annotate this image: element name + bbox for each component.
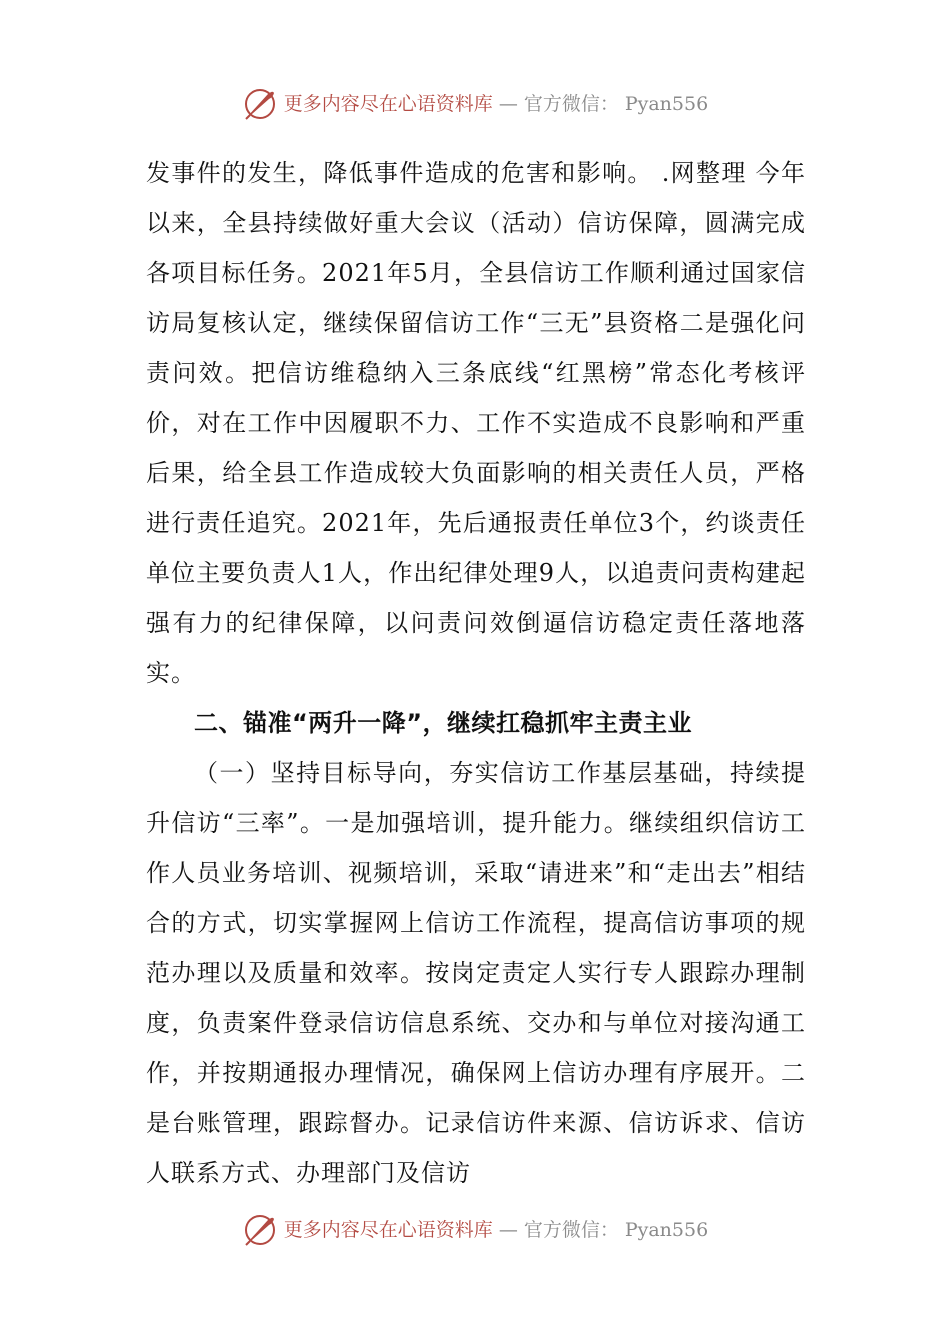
- watermark-wechat-label: 官方微信：: [523, 1219, 619, 1241]
- section-heading: 二、锚准“两升一降”，继续扛稳抓牢主责主业: [194, 709, 693, 737]
- document-body: [146, 148, 806, 1198]
- watermark-main-text: 更多内容尽在心语资料库: [283, 93, 493, 115]
- watermark-banner-top: [0, 84, 950, 124]
- quill-pen-icon: [242, 86, 278, 122]
- watermark-wechat-id: Pyan556: [624, 93, 709, 115]
- watermark-separator: —: [498, 93, 518, 115]
- watermark-main-text: 更多内容尽在心语资料库: [283, 1219, 493, 1241]
- watermark-wechat-id: Pyan556: [624, 1219, 709, 1241]
- watermark-wechat-label: 官方微信：: [523, 93, 619, 115]
- quill-pen-icon: [242, 1212, 278, 1248]
- watermark-separator: —: [498, 1219, 518, 1241]
- paragraph-2: （一）坚持目标导向，夯实信访工作基层基础，持续提升信访“三率”。一是加强培训，提升能力。继续组织信访工作人员业务培训、视频培训，采取“请进来”和“走出去”相结合的方式，切实掌握网上信访工作流程，提高信访事项的规范办理以及质量和效率。按岗定责定人实行专人跟踪办理制度，负责案件登录信访信息系统、交办和与单位对接沟通工作，并按期通报办理情况，确保网上信访办理有序展开。二是台账管理，跟踪督办。记录信访件来源、信访诉求、信访人联系方式、办理部门及信访: [146, 759, 806, 1187]
- watermark-banner-bottom: [0, 1210, 950, 1250]
- paragraph-1: 发事件的发生，降低事件造成的危害和影响。 .网整理 今年以来，全县持续做好重大会议（活动）信访保障，圆满完成各项目标任务。2021年5月，全县信访工作顺利通过国家信访局复核认定，继续保留信访工作“三无”县资格二是强化问责问效。把信访维稳纳入三条底线“红黑榜”常态化考核评价，对在工作中因履职不力、工作不实造成不良影响和严重后果，给全县工作造成较大负面影响的相关责任人员，严格进行责任追究。2021年，先后通报责任单位3个，约谈责任单位主要负责人1人，作出纪律处理9人，以追责问责构建起强有力的纪律保障，以问责问效倒逼信访稳定责任落地落实。: [146, 159, 806, 687]
